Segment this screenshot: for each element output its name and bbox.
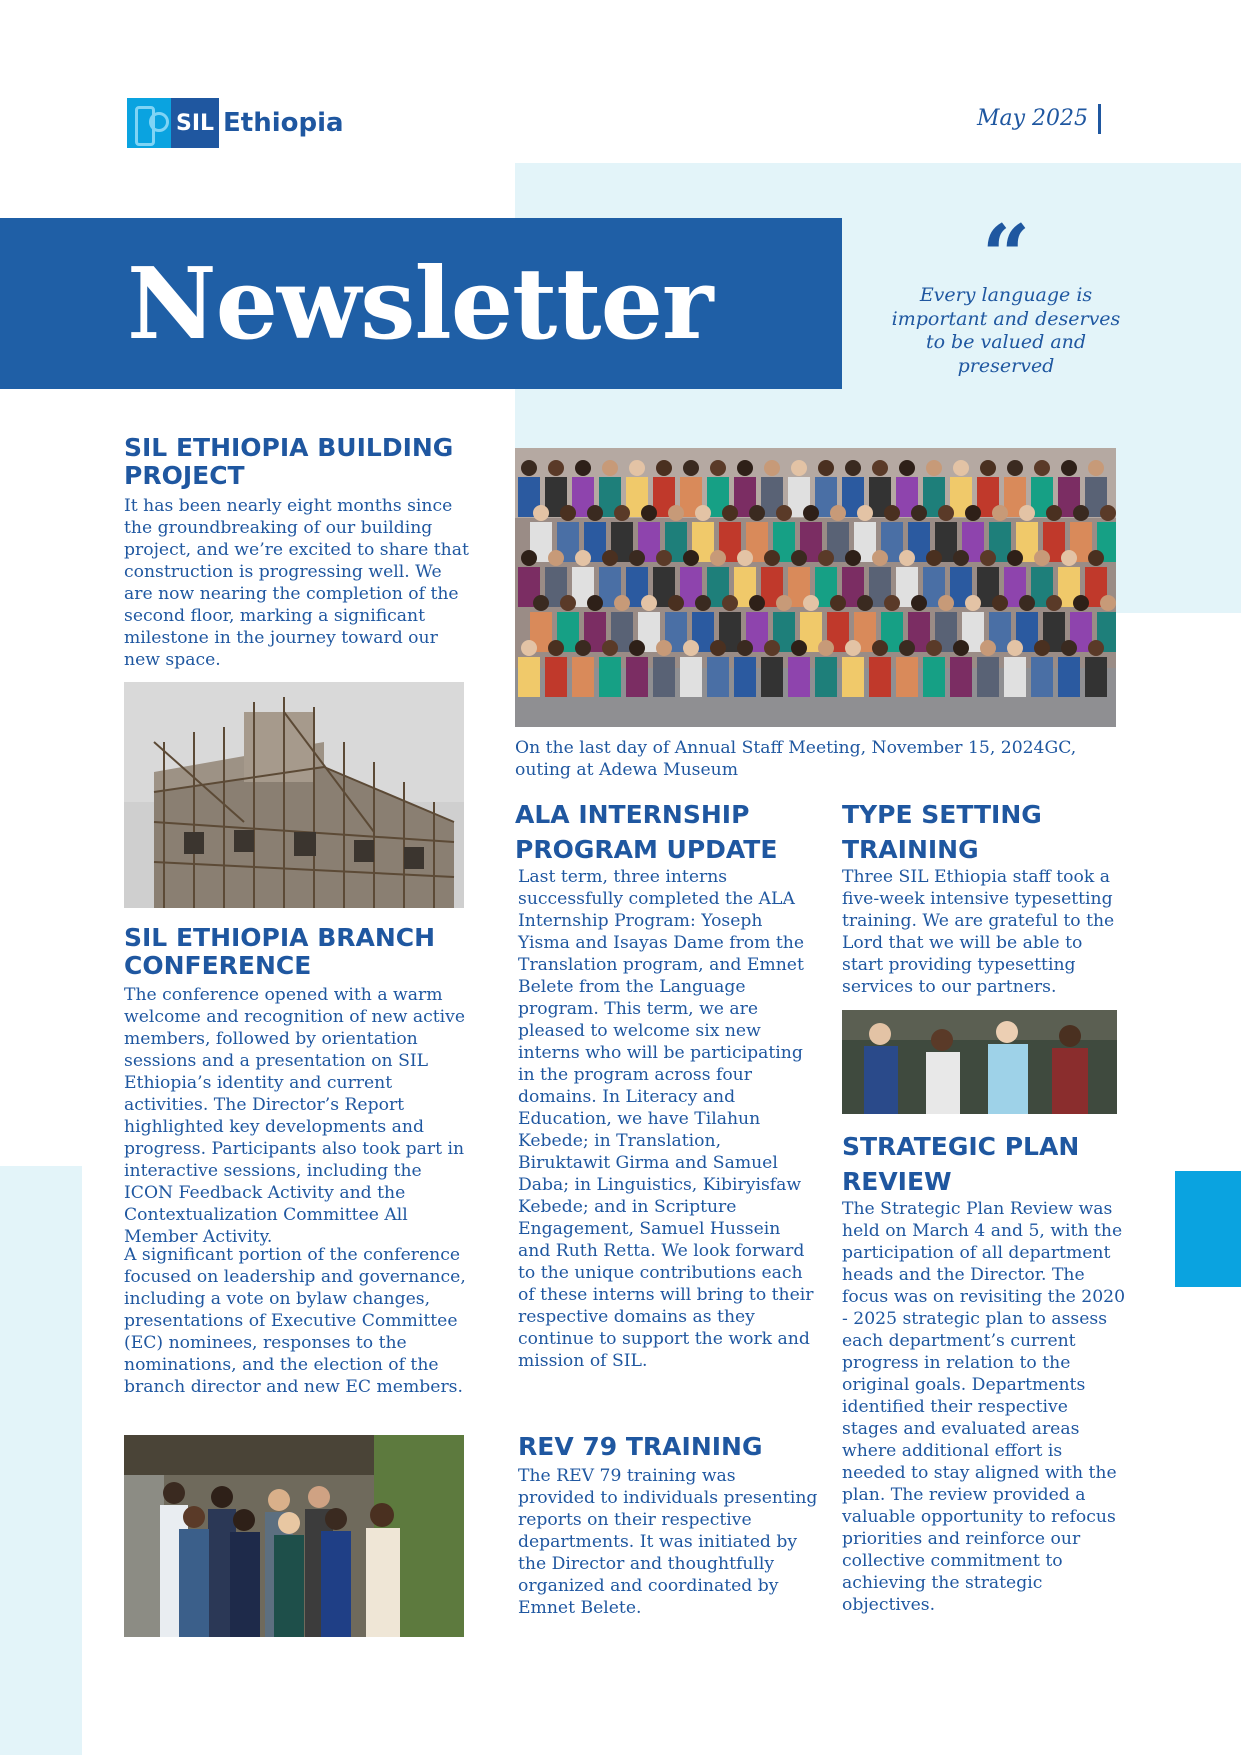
crowd-head: [764, 550, 780, 566]
crowd-head: [683, 460, 699, 476]
strategic-heading: STRATEGIC PLAN REVIEW: [842, 1132, 1080, 1196]
crowd-body: [653, 657, 675, 697]
crowd-head: [926, 640, 942, 656]
crowd-head: [764, 460, 780, 476]
crowd-head: [1046, 505, 1062, 521]
crowd-head: [683, 640, 699, 656]
crowd-head: [872, 550, 888, 566]
crowd-head: [818, 640, 834, 656]
logo-sil-text: SIL: [171, 98, 219, 148]
crowd-head: [548, 460, 564, 476]
crowd-head: [1088, 550, 1104, 566]
crowd-head: [1034, 460, 1050, 476]
crowd-body: [977, 657, 999, 697]
crowd-head: [776, 505, 792, 521]
crowd-head: [803, 595, 819, 611]
ala-heading: ALA INTERNSHIP PROGRAM UPDATE: [515, 800, 778, 864]
crowd-head: [965, 505, 981, 521]
crowd-body: [734, 657, 756, 697]
page-title: Newsletter: [127, 247, 713, 362]
crowd-body: [626, 657, 648, 697]
crowd-head: [710, 550, 726, 566]
staff-photo-caption: On the last day of Annual Staff Meeting, November 15, 2024GC, outing at Adewa Museum: [515, 738, 1077, 780]
crowd-head: [548, 640, 564, 656]
issue-date: May 2025: [977, 104, 1101, 134]
crowd-head: [899, 460, 915, 476]
crowd-head: [656, 550, 672, 566]
crowd-head: [641, 505, 657, 521]
crowd-head: [1073, 595, 1089, 611]
crowd-head: [695, 595, 711, 611]
crowd-head: [656, 640, 672, 656]
crowd-head: [980, 640, 996, 656]
crowd-head: [575, 550, 591, 566]
crowd-body: [1031, 657, 1053, 697]
strategic-body: The Strategic Plan Review was held on March 4 and 5, with the participation of all department heads and the Director. The focus was on revisiting the 2020 - 2025 strategic plan to assess each department’s current progress in relation to the original goals. Departments identified their respective stages and evaluated areas where additional effort is needed to stay aligned with the plan. The review provided a valuable opportunity to refocus priorities and reinforce our collective commitment to achieving the strategic objectives.: [842, 1199, 1126, 1615]
crowd-head: [602, 460, 618, 476]
crowd-head: [953, 640, 969, 656]
crowd-head: [899, 640, 915, 656]
crowd-head: [857, 505, 873, 521]
ala-body: Last term, three interns successfully completed the ALA Internship Program: Yoseph Yisma and Isayas Dame from the Translation program, and Emnet Belete from the Language program. This term, we are pleased to welcome six new interns who will be participating in the program across four domains. In Literacy and Education, we have Tilahun Kebede; in Translation, Biruktawit Girma and Samuel Daba; in Linguistics, Kibiryisfaw Kebede; and in Scripture Engagement, Samuel Hussein and Ruth Retta. We look forward to the unique contributions each of these interns will bring to their respective domains as they continue to support the work and mission of SIL.: [518, 867, 814, 1371]
crowd-head: [992, 505, 1008, 521]
crowd-head: [965, 595, 981, 611]
crowd-body: [761, 657, 783, 697]
sil-ethiopia-logo: [127, 98, 344, 148]
crowd-head: [575, 460, 591, 476]
crowd-head: [737, 460, 753, 476]
crowd-head: [1061, 550, 1077, 566]
accent-square: [1175, 1171, 1241, 1287]
crowd-head: [830, 595, 846, 611]
crowd-body: [707, 657, 729, 697]
crowd-body: [1004, 657, 1026, 697]
crowd-head: [614, 595, 630, 611]
crowd-head: [791, 460, 807, 476]
crowd-head: [1019, 595, 1035, 611]
conference-body-2: A significant portion of the conference focused on leadership and governance, including a vote on bylaw changes, presentations of Executive Committee (EC) nominees, responses to the nominations, and the election of the branch director and new EC members.: [124, 1245, 466, 1397]
crowd-head: [872, 640, 888, 656]
crowd-head: [521, 550, 537, 566]
crowd-head: [926, 550, 942, 566]
building-heading: SIL ETHIOPIA BUILDING PROJECT: [124, 433, 454, 490]
crowd-head: [602, 640, 618, 656]
rev79-body: The REV 79 training was provided to individuals presenting reports on their respective departments. It was initiated by the Director and thoughtfully organized and coordinated by Emnet Belete.: [518, 1466, 818, 1618]
crowd-head: [641, 595, 657, 611]
crowd-body: [896, 657, 918, 697]
quote-text: Every language is important and deserves to be valued and preserved: [891, 284, 1121, 377]
crowd-head: [1046, 595, 1062, 611]
crowd-head: [533, 505, 549, 521]
crowd-head: [722, 505, 738, 521]
construction-photo: [124, 682, 464, 908]
crowd-body: [572, 657, 594, 697]
crowd-body: [545, 657, 567, 697]
crowd-body: [518, 657, 540, 697]
crowd-body: [1058, 657, 1080, 697]
crowd-body: [1085, 657, 1107, 697]
background-panel-bottom-left: [0, 1166, 82, 1755]
crowd-body: [599, 657, 621, 697]
crowd-head: [629, 460, 645, 476]
crowd-head: [1100, 595, 1116, 611]
crowd-head: [749, 505, 765, 521]
typesetting-body: Three SIL Ethiopia staff took a five-week intensive typesetting training. We are grateful to the Lord that we will be able to start providing typesetting services to our partners.: [842, 867, 1115, 997]
crowd-head: [953, 550, 969, 566]
crowd-head: [803, 505, 819, 521]
crowd-body: [842, 657, 864, 697]
crowd-head: [1007, 640, 1023, 656]
crowd-head: [521, 460, 537, 476]
crowd-head: [533, 595, 549, 611]
crowd-head: [1034, 640, 1050, 656]
crowd-head: [629, 640, 645, 656]
crowd-head: [629, 550, 645, 566]
crowd-head: [737, 640, 753, 656]
crowd-head: [668, 505, 684, 521]
crowd-head: [668, 595, 684, 611]
crowd-head: [884, 505, 900, 521]
crowd-head: [548, 550, 564, 566]
crowd-head: [1034, 550, 1050, 566]
crowd-head: [710, 640, 726, 656]
crowd-head: [857, 595, 873, 611]
crowd-head: [602, 550, 618, 566]
conference-heading: SIL ETHIOPIA BRANCH CONFERENCE: [124, 923, 436, 980]
crowd-body: [815, 657, 837, 697]
crowd-body: [869, 657, 891, 697]
conference-group-photo: [124, 1435, 464, 1637]
crowd-head: [656, 460, 672, 476]
crowd-body: [923, 657, 945, 697]
crowd-head: [818, 460, 834, 476]
crowd-head: [980, 460, 996, 476]
crowd-head: [710, 460, 726, 476]
typesetting-photo: [842, 1010, 1117, 1114]
crowd-head: [1100, 505, 1116, 521]
crowd-head: [560, 505, 576, 521]
crowd-head: [926, 460, 942, 476]
crowd-head: [818, 550, 834, 566]
crowd-head: [845, 640, 861, 656]
crowd-head: [683, 550, 699, 566]
crowd-head: [764, 640, 780, 656]
crowd-head: [575, 640, 591, 656]
logo-mark-icon: [127, 98, 171, 148]
crowd-body: [680, 657, 702, 697]
crowd-head: [776, 595, 792, 611]
crowd-head: [1007, 550, 1023, 566]
crowd-head: [1088, 460, 1104, 476]
staff-group-photo: [515, 448, 1116, 727]
crowd-head: [749, 595, 765, 611]
logo-ethiopia-text: Ethiopia: [223, 108, 344, 138]
crowd-head: [1088, 640, 1104, 656]
crowd-head: [737, 550, 753, 566]
crowd-head: [911, 505, 927, 521]
crowd-head: [872, 460, 888, 476]
crowd-body: [788, 657, 810, 697]
crowd-head: [884, 595, 900, 611]
crowd-head: [845, 460, 861, 476]
crowd-head: [791, 550, 807, 566]
conference-body-1: The conference opened with a warm welcome and recognition of new active members, followed by orientation sessions and a presentation on SIL Ethiopia’s identity and current activities. The Director’s Report highlighted key developments and progress. Participants also took part in interactive sessions, including the ICON Feedback Activity and the Contextualization Committee All Member Activity.: [124, 985, 466, 1247]
crowd-head: [899, 550, 915, 566]
crowd-head: [791, 640, 807, 656]
crowd-head: [614, 505, 630, 521]
building-body: It has been nearly eight months since the groundbreaking of our building project, and we’re excited to share that construction is progressing well. We are now nearing the completion of the second floor, marking a significant milestone in the journey toward our new space.: [124, 496, 469, 670]
crowd-head: [722, 595, 738, 611]
crowd-head: [587, 505, 603, 521]
crowd-head: [911, 595, 927, 611]
crowd-head: [1007, 460, 1023, 476]
crowd-head: [938, 595, 954, 611]
crowd-head: [521, 640, 537, 656]
crowd-body: [950, 657, 972, 697]
crowd-head: [560, 595, 576, 611]
rev79-heading: REV 79 TRAINING: [518, 1432, 763, 1461]
quote-icon: “: [981, 206, 1031, 305]
crowd-head: [1019, 505, 1035, 521]
typesetting-heading: TYPE SETTING TRAINING: [842, 800, 1042, 864]
crowd-head: [938, 505, 954, 521]
crowd-head: [830, 505, 846, 521]
crowd-head: [1073, 505, 1089, 521]
crowd-head: [1061, 640, 1077, 656]
crowd-head: [587, 595, 603, 611]
crowd-head: [980, 550, 996, 566]
crowd-head: [953, 460, 969, 476]
crowd-head: [1061, 460, 1077, 476]
crowd-head: [845, 550, 861, 566]
crowd-head: [992, 595, 1008, 611]
crowd-head: [695, 505, 711, 521]
